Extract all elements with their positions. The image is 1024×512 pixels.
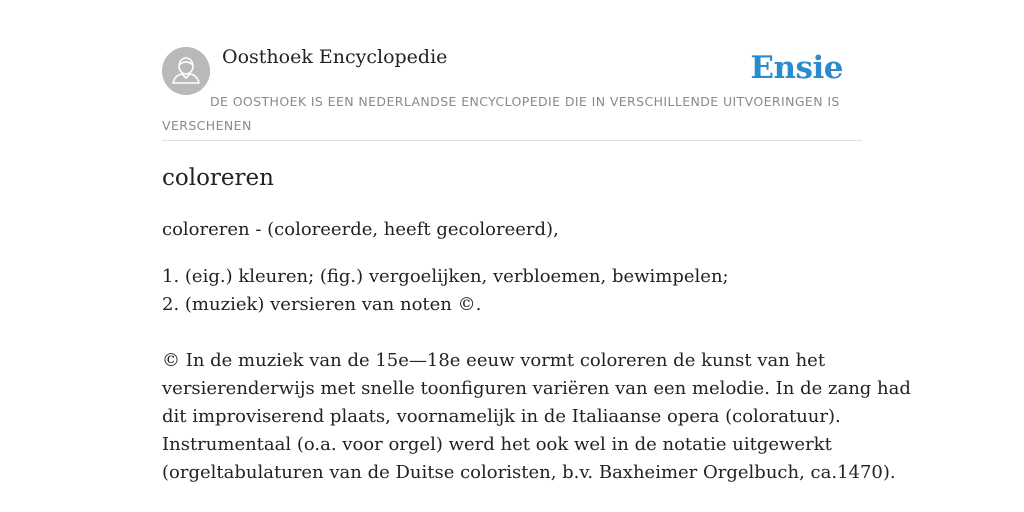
note-line: versierenderwijs met snelle toonfiguren variëren van een melodie. In de zang had xyxy=(162,378,911,399)
entry-headline: coloreren - (coloreerde, heeft gecoloreerd), xyxy=(162,219,559,240)
entry-note xyxy=(162,347,911,487)
note-line: (orgeltabulaturen van de Duitse coloristen, b.v. Baxheimer Orgelbuch, ca.1470). xyxy=(162,462,896,483)
note-line: © In de muziek van de 15e—18e eeuw vormt coloreren de kunst van het xyxy=(162,350,826,371)
note-line: Instrumentaal (o.a. voor orgel) werd het ook wel in de notatie uitgewerkt xyxy=(162,434,832,455)
entry-title: coloreren xyxy=(162,165,274,191)
ensie-logo[interactable]: Ensie xyxy=(750,50,843,86)
meaning-line: 2. (muziek) versieren van noten ©. xyxy=(162,294,482,315)
site-name-link[interactable]: Oosthoek Encyclopedie xyxy=(222,46,448,68)
site-header xyxy=(162,46,862,141)
meaning-line: 1. (eig.) kleuren; (fig.) vergoelijken, verbloemen, bewimpelen; xyxy=(162,266,729,287)
entry-meanings xyxy=(162,263,872,319)
note-line: dit improviserend plaats, voornamelijk in de Italiaanse opera (coloratuur). xyxy=(162,406,841,427)
entry-content xyxy=(162,160,911,487)
user-silhouette-icon[interactable] xyxy=(162,47,210,95)
site-tagline: DE OOSTHOEK IS EEN NEDERLANDSE ENCYCLOPEDIE DIE IN VERSCHILLENDE UITVOERINGEN IS VERSCHENEN xyxy=(162,94,840,133)
